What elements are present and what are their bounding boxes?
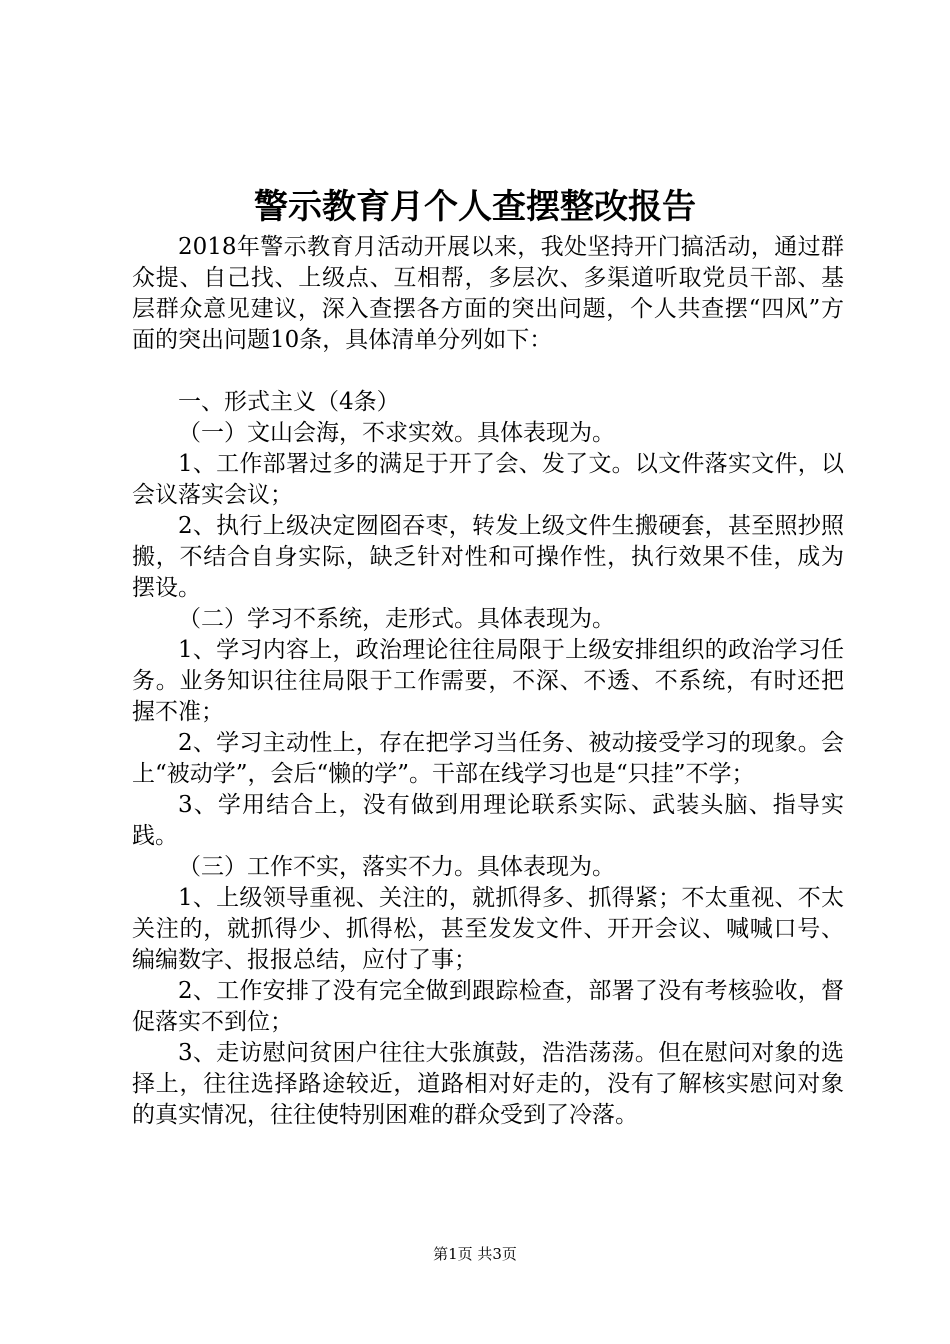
subsection-heading: （二）学习不系统，走形式。具体表现为。 [178, 606, 615, 632]
document-body [132, 232, 844, 1131]
list-item: 1、上级领导重视、关注的，就抓得多、抓得紧；不太重视、不太关注的，就抓得少、抓得松，甚至发发文件、开开会议、喊喊口号、编编数字、报报总结，应付了事； [132, 885, 844, 973]
page-footer: 第1页 共3页 [433, 1245, 517, 1263]
list-item: 2、工作安排了没有完全做到跟踪检查，部署了没有考核验收，督促落实不到位； [132, 978, 844, 1035]
subsection-heading: （一）文山会海，不求实效。具体表现为。 [178, 420, 615, 446]
section-heading: 一、形式主义（4条） [178, 389, 400, 415]
document-title: 警示教育月个人查摆整改报告 [254, 187, 696, 227]
list-item: 2、执行上级决定囫囵吞枣，转发上级文件生搬硬套，甚至照抄照搬，不结合自身实际，缺乏针对性和可操作性，执行效果不佳，成为摆设。 [132, 513, 844, 601]
intro-paragraph: 2018年警示教育月活动开展以来，我处坚持开门搞活动，通过群众提、自己找、上级点、互相帮，多层次、多渠道听取党员干部、基层群众意见建议，深入查摆各方面的突出问题，个人共查摆“四风”方面的突出问题10条，具体清单分列如下： [132, 234, 844, 353]
list-item: 3、走访慰问贫困户往往大张旗鼓，浩浩荡荡。但在慰问对象的选择上，往往选择路途较近，道路相对好走的，没有了解核实慰问对象的真实情况，往往使特别困难的群众受到了冷落。 [132, 1040, 844, 1128]
list-item: 2、学习主动性上，存在把学习当任务、被动接受学习的现象。会上“被动学”，会后“懒的学”。干部在线学习也是“只挂”不学； [132, 730, 844, 787]
subsection-heading: （三）工作不实，落实不力。具体表现为。 [178, 854, 615, 880]
list-item: 3、学用结合上，没有做到用理论联系实际、武装头脑、指导实践。 [132, 792, 844, 849]
list-item: 1、工作部署过多的满足于开了会、发了文。以文件落实文件，以会议落实会议； [132, 451, 844, 508]
list-item: 1、学习内容上，政治理论往往局限于上级安排组织的政治学习任务。业务知识往往局限于工作需要，不深、不透、不系统，有时还把握不准； [132, 637, 844, 725]
